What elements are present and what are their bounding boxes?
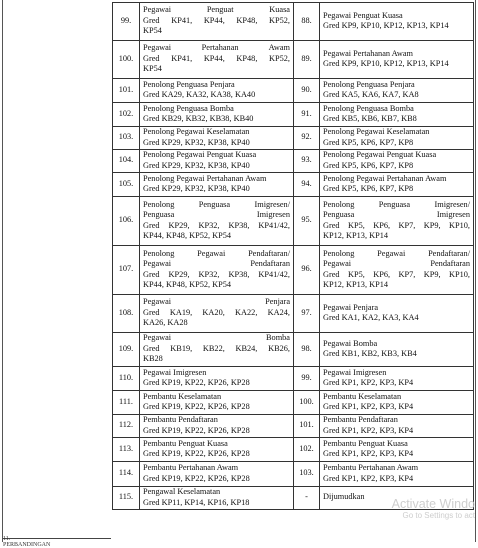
description-line: Gred KP1, KP2, KP3, KP4 [323, 378, 414, 387]
old-item-number: 92. [294, 127, 320, 150]
new-item-number: 110. [113, 367, 140, 391]
new-item-number: 107. [113, 246, 140, 295]
old-item-number: 95. [294, 197, 320, 246]
description-line: KP44, KP48, KP52, KP54 [143, 230, 232, 240]
old-item-description [320, 295, 474, 333]
page-border-right [475, 0, 476, 542]
description-line: Gred KP1, KP2, KP3, KP4 [323, 402, 414, 411]
old-item-number: 103. [294, 462, 320, 487]
description-line: KP12, KP13, KP14 [323, 279, 389, 289]
old-item-description [320, 150, 474, 173]
description-line: Gred KP29, KP32, KP38, KP41/42, [143, 220, 290, 230]
new-item-number: 113. [113, 438, 140, 462]
new-item-number: 105. [113, 173, 140, 197]
description-line: Pembantu Pertahanan Awam [143, 463, 239, 473]
new-item-description [140, 41, 294, 79]
table-row [113, 438, 474, 462]
description-line: Gred KP5, KP6, KP7, KP8 [323, 184, 414, 193]
description-line: Gred KP19, KP22, KP26, KP28 [143, 473, 250, 483]
table-row [113, 41, 474, 79]
new-item-description [140, 246, 294, 295]
old-item-description [320, 41, 474, 79]
description-line: Gred KP41, KP44, KP48, KP52, [143, 15, 290, 25]
description-line: Pembantu Penguat Kuasa [143, 438, 228, 448]
watermark-title: Activate Windo [391, 497, 475, 511]
new-item-description [140, 391, 294, 415]
new-item-number: 115. [113, 487, 140, 510]
table-row [113, 295, 474, 333]
description-line: Penolong Pegawai Pendaftaran/ [143, 248, 290, 258]
description-line: Gred KB1, KB2, KB3, KB4 [323, 349, 417, 358]
watermark-subtitle: Go to Settings to act [402, 511, 475, 520]
description-line: Pembantu Pendaftaran [143, 415, 218, 425]
description-line: Gred KP29, KP32, KP38, KP40 [143, 160, 250, 170]
description-line: Penolong Pegawai Penguat Kuasa [143, 150, 257, 160]
old-item-description [320, 127, 474, 150]
new-item-description [140, 367, 294, 391]
new-item-number: 99. [113, 3, 140, 41]
description-line: Penolong Pegawai Keselamatan [323, 127, 430, 137]
old-item-number: - [294, 487, 320, 510]
old-item-number: 101. [294, 415, 320, 438]
description-line: KB28 [143, 354, 163, 364]
new-item-description [140, 173, 294, 197]
description-line: Gred KP9, KP10, KP12, KP13, KP14 [323, 59, 449, 68]
old-item-description [320, 415, 474, 438]
description-line: KP54 [143, 64, 162, 74]
description-line: Penolong Pegawai Pertahanan Awam [323, 173, 447, 183]
description-line: Pegawai Pendaftaran [323, 259, 470, 269]
description-line: Pegawai Pertahanan Awam [323, 48, 414, 58]
description-line: Pengawal Keselamatan [143, 487, 221, 497]
description-line: Gred KB5, KB6, KB7, KB8 [323, 114, 417, 123]
description-line: Penolong Pegawai Pendaftaran/ [323, 248, 470, 258]
description-line: Pegawai Bomba [323, 338, 378, 348]
new-item-description [140, 3, 294, 41]
description-line: Gred KP19, KP22, KP26, KP28 [143, 378, 250, 387]
new-item-description [140, 462, 294, 487]
description-line: Gred KP19, KP22, KP26, KP28 [143, 402, 250, 411]
old-item-number: 91. [294, 103, 320, 127]
description-line: Gred KP41, KP44, KP48, KP52, [143, 53, 290, 63]
table-row [113, 415, 474, 438]
description-line: Gred KP1, KP2, KP3, KP4 [323, 473, 414, 483]
new-item-number: 114. [113, 462, 140, 487]
description-line: Gred KB29, KB32, KB38, KB40 [143, 114, 254, 123]
description-line: Gred KP5, KP6, KP7, KP9, KP10, [323, 220, 470, 230]
description-line: Gred KP9, KP10, KP12, KP13, KP14 [323, 21, 449, 30]
description-line: Pegawai Imigresen [143, 367, 207, 377]
table-row [113, 127, 474, 150]
page-border-left [2, 0, 3, 542]
old-item-number: 98. [294, 333, 320, 367]
old-item-number: 100. [294, 391, 320, 415]
description-line: Gred KA1, KA2, KA3, KA4 [323, 313, 419, 322]
new-item-description [140, 197, 294, 246]
description-line: Gred KP19, KP22, KP26, KP28 [143, 449, 250, 458]
old-item-description [320, 462, 474, 487]
table-row [113, 246, 474, 295]
old-item-description [320, 79, 474, 103]
old-item-description [320, 3, 474, 41]
table-row [113, 197, 474, 246]
description-line: Penolong Penguasa Imigresen/ [143, 199, 290, 209]
description-line: Pembantu Penguat Kuasa [323, 438, 408, 448]
old-item-description [320, 173, 474, 197]
description-line: Gred KP1, KP2, KP3, KP4 [323, 449, 414, 458]
description-line: Pegawai Penguat Kuasa [323, 10, 403, 20]
description-line: Pegawai Pendaftaran [143, 259, 290, 269]
new-item-description [140, 150, 294, 173]
new-item-description [140, 127, 294, 150]
description-line: Pembantu Pertahanan Awam [323, 463, 419, 473]
table-row [113, 150, 474, 173]
description-line: Penolong Penguasa Imigresen/ [323, 199, 470, 209]
description-line: Penolong Pegawai Keselamatan [143, 127, 250, 137]
table-row [113, 367, 474, 391]
new-item-number: 103. [113, 127, 140, 150]
new-item-number: 101. [113, 79, 140, 103]
old-item-description [320, 103, 474, 127]
description-line: Pegawai Penjara [323, 302, 379, 312]
new-item-number: 106. [113, 197, 140, 246]
description-line: Gred KP19, KP22, KP26, KP28 [143, 425, 250, 435]
activation-watermark [340, 498, 475, 520]
description-line: KA26, KA28 [143, 318, 188, 328]
description-line: Penguasa Imigresen [143, 210, 290, 220]
description-line: KP54 [143, 26, 162, 36]
old-item-number: 96. [294, 246, 320, 295]
table-row [113, 391, 474, 415]
old-item-description [320, 197, 474, 246]
old-item-description [320, 391, 474, 415]
new-item-number: 112. [113, 415, 140, 438]
new-item-description [140, 487, 294, 510]
old-item-number: 93. [294, 150, 320, 173]
new-item-number: 100. [113, 41, 140, 79]
table-row [113, 79, 474, 103]
table-row [113, 3, 474, 41]
old-item-number: 99. [294, 367, 320, 391]
new-item-description [140, 295, 294, 333]
old-item-number: 97. [294, 295, 320, 333]
description-line: Penolong Pegawai Pertahanan Awam [143, 173, 267, 183]
new-item-number: 111. [113, 391, 140, 415]
description-line: Penolong Penguasa Bomba [143, 103, 234, 113]
description-line: Pegawai Penjara [143, 297, 290, 307]
description-line: Gred KP11, KP14, KP16, KP18 [143, 497, 250, 507]
description-line: Gred KP1, KP2, KP3, KP4 [323, 425, 414, 435]
new-item-description [140, 438, 294, 462]
description-line: KP12, KP13, KP14 [323, 230, 389, 240]
comparison-table [112, 2, 474, 510]
description-line: Penolong Penguasa Penjara [143, 79, 235, 89]
description-line: Penolong Penguasa Bomba [323, 103, 414, 113]
description-line: Penolong Pegawai Penguat Kuasa [323, 150, 437, 160]
description-line: Gred KP29, KP32, KP38, KP41/42, [143, 269, 290, 279]
description-line: Gred KP29, KP32, KP38, KP40 [143, 137, 250, 147]
new-item-number: 104. [113, 150, 140, 173]
new-item-number: 102. [113, 103, 140, 127]
description-line: Gred KA5, KA6, KA7, KA8 [323, 90, 419, 99]
table-row [113, 333, 474, 367]
old-item-description [320, 246, 474, 295]
description-line: Gred KP5, KP6, KP7, KP9, KP10, [323, 269, 470, 279]
old-item-number: 102. [294, 438, 320, 462]
new-item-number: 108. [113, 295, 140, 333]
description-line: Gred KB19, KB22, KB24, KB26, [143, 343, 290, 353]
old-item-number: 89. [294, 41, 320, 79]
description-line: Pegawai Bomba [143, 333, 290, 343]
description-line: Pegawai Imigresen [323, 367, 387, 377]
description-line: Gred KP29, KP32, KP38, KP40 [143, 184, 250, 193]
description-line: Pembantu Keselamatan [323, 391, 402, 401]
description-line: Gred KA19, KA20, KA22, KA24, [143, 307, 290, 317]
new-item-description [140, 415, 294, 438]
description-line: Pembantu Pendaftaran [323, 415, 398, 425]
description-line: Pegawai Penguat Kuasa [143, 5, 290, 15]
old-item-description [320, 438, 474, 462]
description-line: Pembantu Keselamatan [143, 391, 222, 401]
description-line: Gred KP5, KP6, KP7, KP8 [323, 160, 414, 170]
new-item-description [140, 103, 294, 127]
new-item-description [140, 79, 294, 103]
footer-heading: 11. PERBANDINGAN [3, 536, 51, 548]
old-item-number: 94. [294, 173, 320, 197]
table-row [113, 103, 474, 127]
description-line: Pegawai Pertahanan Awam [143, 43, 290, 53]
old-item-number: 90. [294, 79, 320, 103]
description-line: Gred KP5, KP6, KP7, KP8 [323, 137, 414, 147]
old-item-description [320, 367, 474, 391]
description-line: KP44, KP48, KP52, KP54 [143, 279, 232, 289]
table-row [113, 173, 474, 197]
description-line: Gred KA29, KA32, KA38, KA40 [143, 90, 256, 99]
old-item-description [320, 333, 474, 367]
table-row [113, 462, 474, 487]
old-item-number: 88. [294, 3, 320, 41]
new-item-description [140, 333, 294, 367]
new-item-number: 109. [113, 333, 140, 367]
description-line: Penolong Penguasa Penjara [323, 79, 415, 89]
description-line: Penguasa Imigresen [323, 210, 470, 220]
description-line: Dijumudkan [323, 492, 365, 502]
